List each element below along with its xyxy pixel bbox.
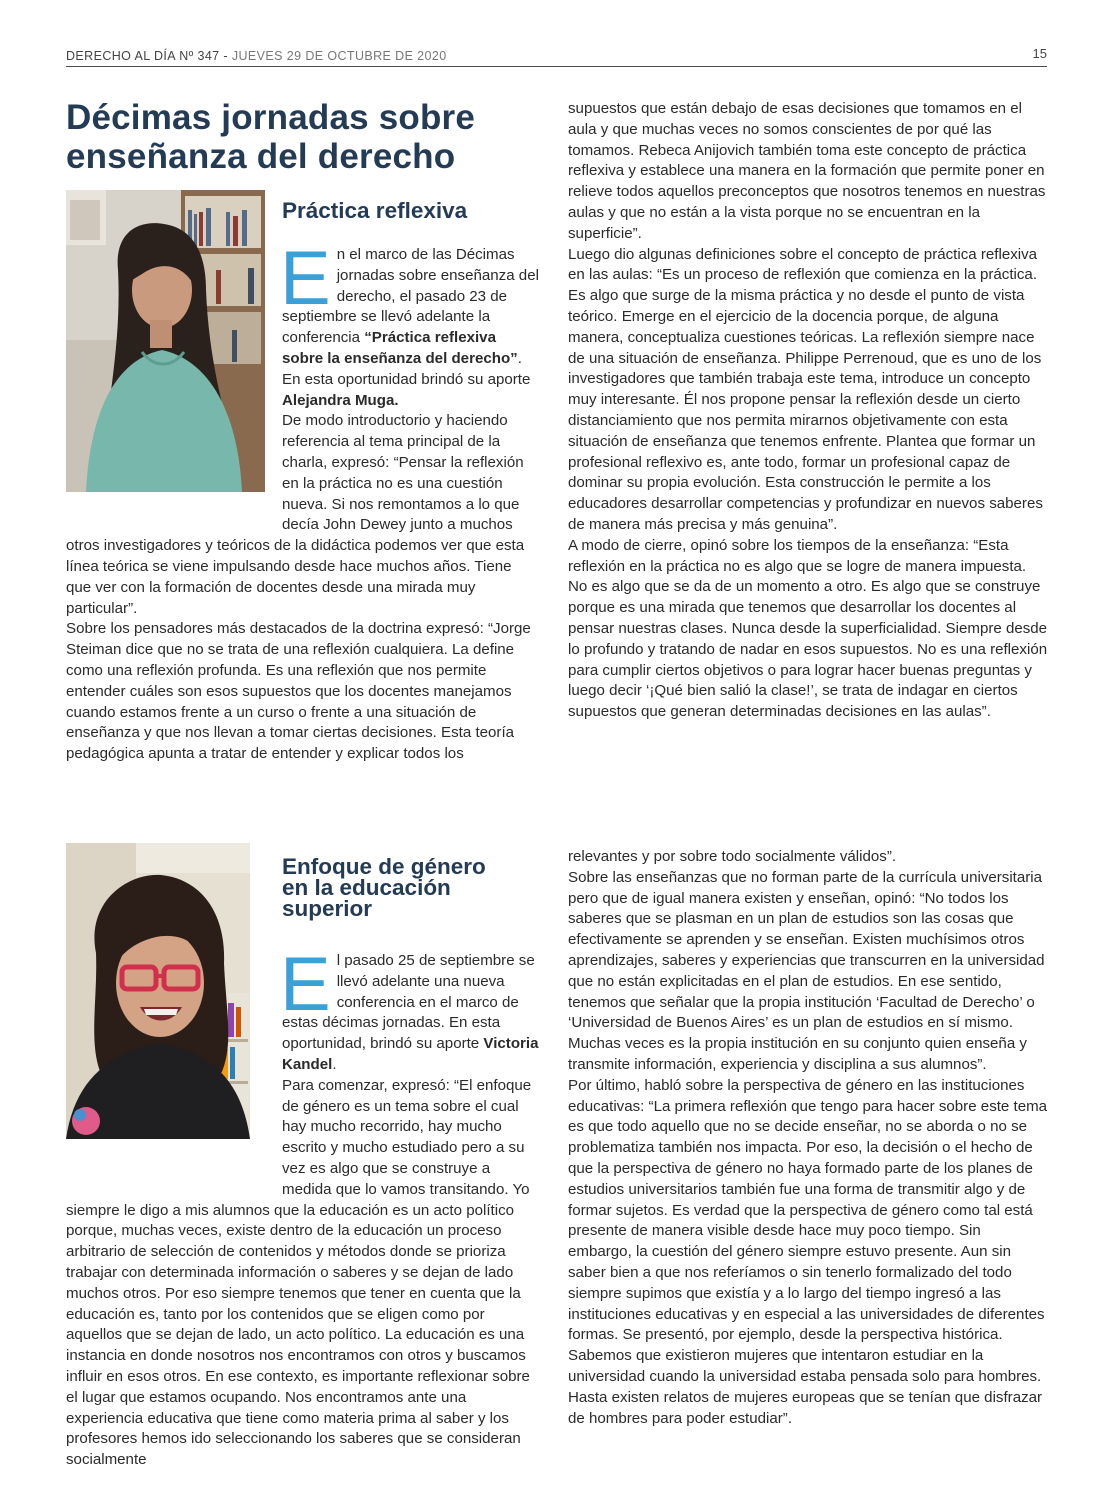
article1-subtitle: Práctica reflexiva (282, 198, 468, 223)
publication-date: JUEVES 29 DE OCTUBRE DE 2020 (231, 49, 447, 63)
speaker-name: Alejandra Muga. (282, 391, 399, 409)
intro-text-end: . (332, 1055, 337, 1073)
photo-wrap-spacer (66, 245, 282, 520)
article2-subtitle (282, 856, 552, 919)
header-publication-line (66, 49, 447, 63)
header-separator: - (219, 49, 232, 63)
drop-cap: E (280, 236, 331, 321)
publication-name: DERECHO AL DÍA Nº 347 (66, 49, 220, 63)
article1-paragraph-3: Sobre los pensadores más destacados de la doctrina expresó: “Jorge Steiman dice que no se trata de una reflexión cualquiera. La define como una reflexión profunda. Es una reflexión que nos permite entender cuáles son esos supuestos que los docentes manejamos cuando estamos frente a un curso o frente a una situación de enseñanza y que nos llevan a tomar ciertas decisiones. Esta teoría pedagógica apunta a tratar de entender y explicar todos los (66, 620, 531, 763)
conference-title: “Práctica reflexiva sobre la enseñanza del derecho” (282, 329, 518, 367)
page-number: 15 (1032, 46, 1047, 61)
intro-text-mid: . En esta oportunidad brindó su aporte (282, 349, 531, 388)
article1-paragraph-2: De modo introductorio y haciendo referencia al tema principal de la charla, expresó: “Pensar la reflexión en la práctica no es una cuestión nueva. Si nos remontamos a lo que decía John Dewey junto a muchos otros investigadores y teóricos de la didáctica podemos ver que esta línea teórica se viene impulsando desde hace muchos años. Tiene que ver con la formación de docentes desde una mirada muy particular”. (66, 412, 525, 617)
intro-text: l pasado 25 de septiembre se llevó adelante una nueva conferencia en el marco de estas décimas jornadas. En esta oportunidad, brindó su aporte (282, 952, 535, 1053)
article2-subtitle-line1: Enfoque de género (282, 854, 486, 879)
article2-paragraph-2: Para comenzar, expresó: “El enfoque de género es un tema sobre el cual hay mucho recorrido, hay mucho escrito y mucho estudiado pero a su vez es algo que se construye a medida que lo vamos transitando. Yo siempre le digo a mis alumnos que la educación es un acto político porque, muchas veces, existe dentro de la educación un proceso arbitrario de selección de contenidos y métodos donde se prioriza trabajar con determinada información o saberes y se dejan de lado muchos otros. Por eso siempre tenemos que tener en cuenta que la educación es, tanto por los contenidos que se eligen como por aquellos que se dejan de lado, un acto político. La educación es una instancia en donde nosotros nos encontramos con otros y buscamos influir en esos otros. En ese contexto, es importante reflexionar sobre el lugar que estamos ocupando. Nos encontramos ante una experiencia educativa que tiene como materia prima al saber y los profesores hemos ido seleccionando los saberes que se consideran socialmente (66, 1076, 532, 1469)
drop-cap: E (280, 942, 331, 1027)
article2-col2-paragraph-3: Por último, habló sobre la perspectiva de género en las instituciones educativas: “La primera reflexión que tengo para hacer sobre este tema es que todo aquello que no se decide enseñar, no se aborda o no se problematiza también nos impacta. Por eso, la decisión o el hecho de que la perspectiva de género no haya formado parte de los planes de estudios universitarios también fue una forma de transmitir algo y de formar sujetos. Es verdad que la perspectiva de género como tal está presente de manera visible desde hace muy poco tiempo. Sin embargo, la cuestión del género siempre estuvo presente. Aun sin saber bien a que nos referíamos o sin tenerlo formalizado del todo siempre supimos que existía y a lo largo del tiempo ingresó a las instituciones educativas y en especial a las universidades de diferentes formas. Se presentó, por ejemplo, desde la perspectiva histórica. Sabemos que existieron mujeres que intentaron estudiar en la universidad cuando la universidad estaba pensada solo para hombres. Hasta existen relatos de mujeres europeas que se tenían que disfrazar de hombres para poder estudiar”. (568, 1076, 1048, 1427)
page-header (66, 46, 1047, 67)
article2-col2-paragraph-1: relevantes y por sobre todo socialmente válidos”. (568, 848, 897, 865)
article2-right-column (568, 847, 1048, 1429)
article1-col2-paragraph-2: Luego dio algunas definiciones sobre el concepto de práctica reflexiva en las aulas: “Es un proceso de reflexión que comienza en la práctica. Es algo que surge de la misma práctica y no desde el punto de vista teórico. Emerge en el ejercicio de la docencia porque, de alguna manera, conceptualiza cuestiones teóricas. La reflexión siempre nace de una situación de enseñanza. Philippe Perrenoud, que es uno de los investigadores que también trabaja este tema, introduce un concepto muy interesante. Él nos propone pensar la reflexión desde un cierto distanciamiento que nos permita mirarnos objetivamente con esta situación de enseñanza que tenemos enfrente. Plantea que formar un profesional reflexivo es, ante todo, formar un profesional capaz de dominar su propia evolución. Esta construcción le permite a los educadores desarrollar competencias y profundizar en nuevos saberes de manera más precisa y más genuina”. (568, 245, 1043, 533)
photo-wrap-spacer (66, 951, 282, 1181)
article2-col2-paragraph-2: Sobre las enseñanzas que no forman parte de la currícula universitaria pero que de igual manera existen y enseñan, opinó: “No todos los saberes que se plasman en un plan de estudios son las cosas que efectivamente se aprenden y se enseñan. Existen muchísimos otros aprendizajes, saberes y experiencias que transcurren en la universidad que no están explicitadas en el plan de estudios. En ese sentido, tenemos que señalar que la propia institución ‘Facultad de Derecho’ o ‘Universidad de Buenos Aires’ es un plan de estudios en sí mismo. Muchas veces es la propia institución en su conjunto quien enseña y transmite información, experiencia y disciplina a sus alumnos”. (568, 868, 1045, 1073)
article2-subtitle-line3: superior (282, 896, 373, 921)
article1-right-column (568, 99, 1048, 723)
article1-col2-paragraph-3: A modo de cierre, opinó sobre los tiempos de la enseñanza: “Esta reflexión en la práctica no es algo que se logre de manera impuesta. No es algo que se da de un momento a otro. Es algo que se construye porque es una mirada que tenemos que desarrollar los docentes al pensar nuestras clases. Nunca desde la superficialidad. Siempre desde lo profundo y tratando de nadar en esos supuestos. No es una reflexión para cumplir ciertos objetivos o para lograr hacer buenas preguntas y luego decir ‘¡Qué bien salió la clase!’, se trata de indagar en ciertos supuestos que generan determinadas decisiones en las aulas”. (568, 536, 1048, 721)
article-title: Décimas jornadas sobre enseñanza del derecho (66, 98, 476, 176)
speaker-name: Victoria Kandel (282, 1035, 539, 1073)
article1-col2-paragraph-1: supuestos que están debajo de esas decisiones que tomamos en el aula y que muchas veces no somos conscientes de por qué las tomamos. Rebeca Anijovich también toma este concepto de práctica reflexiva y establece una manera en la formación que permite poner en relieve todos aquellos preconceptos que nosotros tenemos en nuestras aulas y que no están a la vista porque no se encuentran en la superficie”. (568, 100, 1046, 242)
intro-text: n el marco de las Décimas jornadas sobre enseñanza del derecho, el pasado 23 de septiembre se llevó adelante la conferencia (282, 246, 539, 347)
article2-left-column (66, 942, 540, 1471)
article1-left-column (66, 236, 540, 765)
article2-subtitle-line2: en la educación (282, 875, 451, 900)
